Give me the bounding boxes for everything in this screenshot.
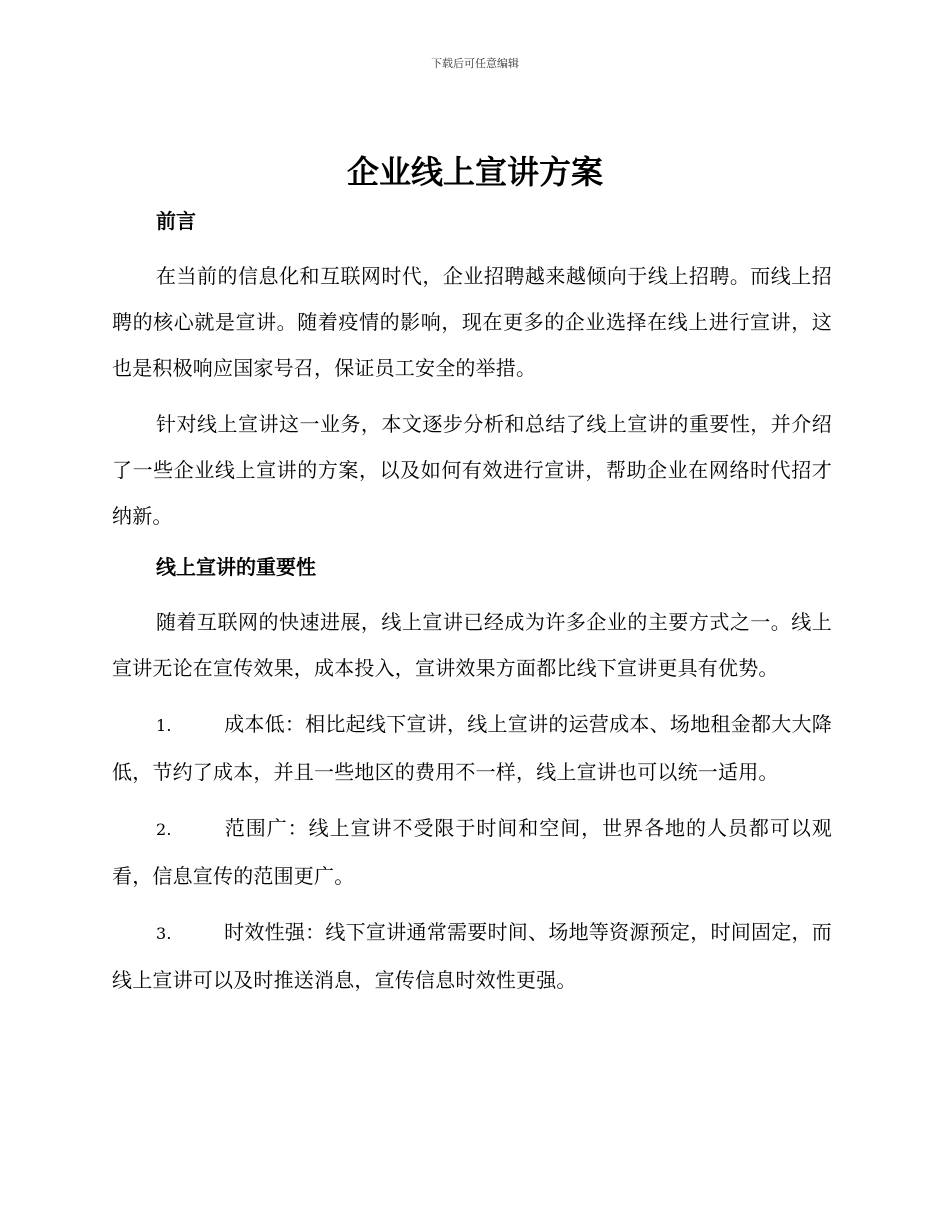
- list-item-text: 时效性强：线下宣讲通常需要时间、场地等资源预定，时间固定，而线上宣讲可以及时推送消息，宣传信息时效性更强。: [112, 920, 832, 992]
- list-number: 1.: [156, 716, 172, 735]
- section-heading-preface: 前言: [156, 209, 196, 233]
- body-paragraph: 随着互联网的快速进展，线上宣讲已经成为许多企业的主要方式之一。线上宣讲无论在宣传效果，成本投入，宣讲效果方面都比线下宣讲更具有优势。: [112, 610, 832, 680]
- list-item-text: 成本低：相比起线下宣讲，线上宣讲的运营成本、场地租金都大大降低，节约了成本，并且一些地区的费用不一样，线上宣讲也可以统一适用。: [112, 712, 832, 784]
- body-paragraph: 在当前的信息化和互联网时代，企业招聘越来越倾向于线上招聘。而线上招聘的核心就是宣讲。随着疫情的影响，现在更多的企业选择在线上进行宣讲，这也是积极响应国家号召，保证员工安全的举措。: [112, 264, 832, 380]
- list-number: 3.: [156, 924, 172, 943]
- list-number: 2.: [156, 820, 172, 839]
- list-item: [112, 805, 832, 899]
- document-title: 企业线上宣讲方案: [346, 153, 603, 191]
- list-item: [112, 701, 832, 795]
- list-item-text: 范围广：线上宣讲不受限于时间和空间，世界各地的人员都可以观看，信息宣传的范围更广。: [112, 816, 832, 888]
- body-paragraph: 针对线上宣讲这一业务，本文逐步分析和总结了线上宣讲的重要性，并介绍了一些企业线上宣讲的方案，以及如何有效进行宣讲，帮助企业在网络时代招才纳新。: [112, 412, 832, 528]
- section-heading-importance: 线上宣讲的重要性: [156, 555, 316, 579]
- document-body: [112, 203, 832, 1003]
- page-header-note: 下载后可任意编辑: [431, 57, 519, 70]
- list-item: [112, 909, 832, 1003]
